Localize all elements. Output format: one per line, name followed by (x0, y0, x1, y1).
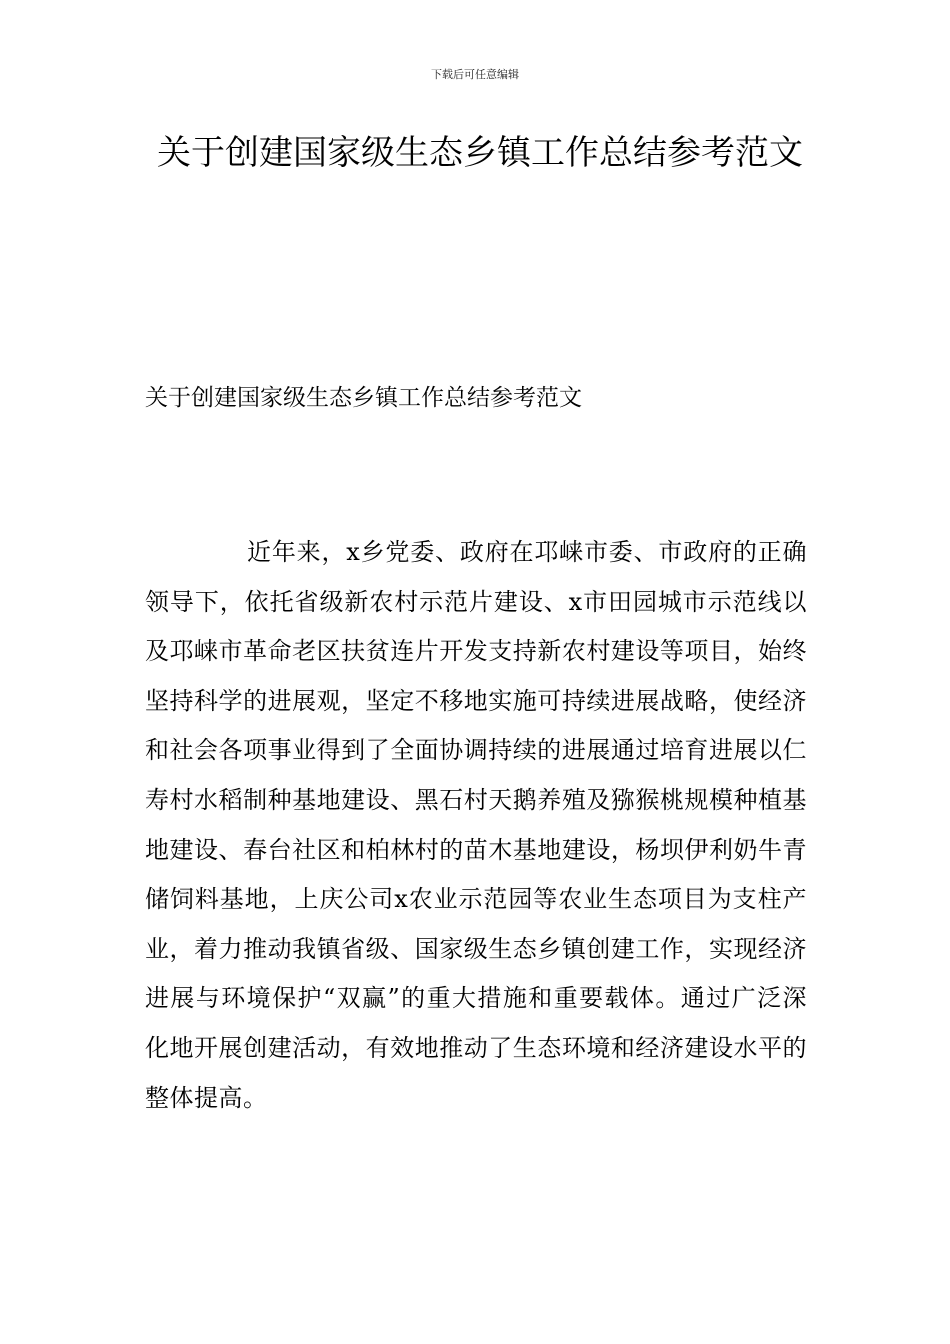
document-subtitle: 关于创建国家级生态乡镇工作总结参考范文 (145, 385, 582, 411)
body-paragraph: 近年来，x乡党委、政府在邛崃市委、市政府的正确领导下，依托省级新农村示范片建设、x市田园城市示范线以及邛崃市革命老区扶贫连片开发支持新农村建设等项目，始终坚持科学的进展观，坚定不移地实施可持续进展战略，使经济和社会各项事业得到了全面协调持续的进展通过培育进展以仁寿村水稻制种基地建设、黑石村天鹅养殖及猕猴桃规模种植基地建设、春台社区和柏林村的苗木基地建设，杨坝伊利奶牛青储饲料基地，上庆公司x农业示范园等农业生态项目为支柱产业，着力推动我镇省级、国家级生态乡镇创建工作，实现经济进展与环境保护“双赢”的重大措施和重要载体。通过广泛深化地开展创建活动，有效地推动了生态环境和经济建设水平的整体提高。 (145, 538, 807, 1112)
header-note: 下载后可任意编辑 (431, 68, 519, 81)
document-title: 关于创建国家级生态乡镇工作总结参考范文 (157, 133, 803, 173)
